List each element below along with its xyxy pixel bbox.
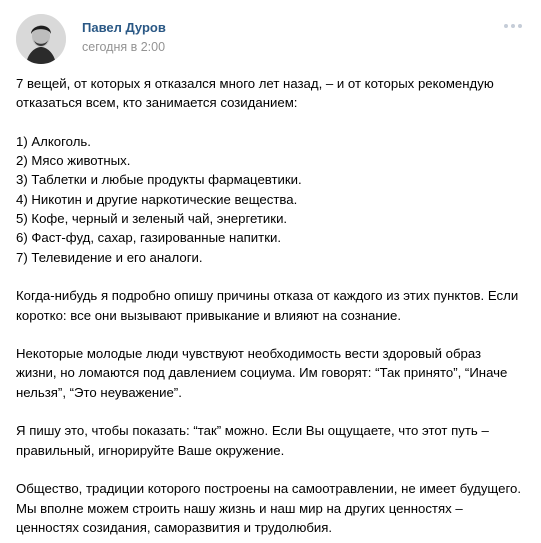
- text-line: 7 вещей, от которых я отказался много лет назад, – и от которых рекомендую: [16, 76, 494, 91]
- text-line: жизни, но ломаются под давлением социума. Им говорят: “Так принято”, “Иначе: [16, 365, 508, 381]
- text-line: Некоторые молодые люди чувствуют необходимость вести здоровый образ: [16, 346, 482, 362]
- text-line: 2) Мясо животных.: [16, 153, 131, 169]
- blank-line: [16, 402, 531, 421]
- text-line: Я пишу это, чтобы показать: “так” можно. Если Вы ощущаете, что этот путь –: [16, 423, 489, 439]
- dot: [511, 24, 515, 28]
- blank-line: [16, 325, 531, 344]
- text-line: правильный, игнорируйте Ваше окружение.: [16, 442, 285, 458]
- blank-line: [16, 267, 531, 286]
- text-line: нельзя”, “Это неуважение”.: [16, 384, 182, 400]
- text-line: Мы вполне можем строить нашу жизнь и наш мир на других ценностях –: [16, 500, 463, 516]
- text-line: коротко: все они вызывают привыкание и влияют на сознание.: [16, 307, 401, 323]
- text-line: Общество, традиции которого построены на самоотравлении, не имеет будущего.: [16, 481, 521, 497]
- text-line: 4) Никотин и другие наркотические вещества.: [16, 191, 298, 207]
- text-line: 3) Таблетки и любые продукты фармацевтики.: [16, 172, 302, 188]
- dot: [504, 24, 508, 28]
- text-line: ценностях созидания, саморазвития и трудолюбия.: [16, 519, 333, 535]
- more-dots-icon[interactable]: [501, 18, 525, 34]
- post-time[interactable]: сегодня в 2:00: [82, 40, 166, 54]
- text-line: 6) Фаст-фуд, сахар, газированные напитки.: [16, 230, 282, 246]
- text-line: 1) Алкоголь.: [16, 133, 91, 149]
- avatar[interactable]: [16, 14, 66, 64]
- post-text: [16, 74, 531, 537]
- text-line: 5) Кофе, черный и зеленый чай, энергетики.: [16, 211, 288, 227]
- blank-line: [16, 113, 531, 132]
- avatar-photo: [16, 14, 66, 64]
- text-line: отказаться всем, кто занимается созиданием:: [16, 95, 298, 111]
- text-line: 7) Телевидение и его аналоги.: [16, 249, 203, 265]
- dot: [518, 24, 522, 28]
- text-line: Когда-нибудь я подробно опишу причины отказа от каждого из этих пунктов. Если: [16, 288, 519, 304]
- author-name[interactable]: Павел Дуров: [82, 20, 166, 35]
- post-header: [16, 14, 525, 64]
- blank-line: [16, 460, 531, 479]
